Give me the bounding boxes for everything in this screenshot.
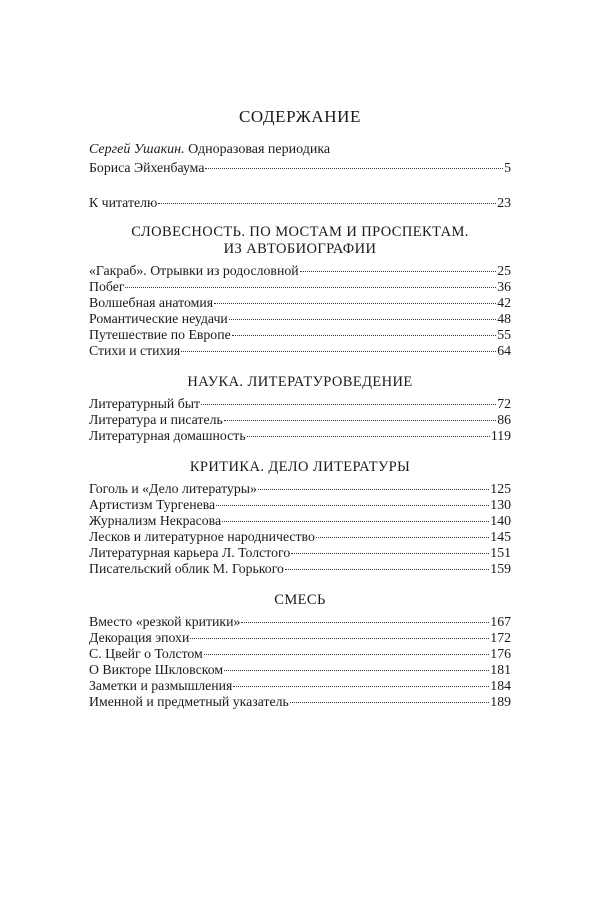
toc-entry[interactable] — [89, 662, 511, 678]
section-heading-smes — [89, 592, 511, 609]
page-title: СОДЕРЖАНИЕ — [238, 107, 362, 126]
entry-label: Литературная домашность — [89, 428, 246, 443]
dot-leader — [258, 489, 489, 490]
toc-entry[interactable] — [89, 428, 511, 444]
dot-leader — [300, 271, 497, 272]
entry-label: О Викторе Шкловском — [89, 662, 224, 677]
entry-label: Литература и писатель — [89, 412, 223, 427]
page-number: 145 — [490, 529, 511, 544]
entry-label: Стихи и стихия — [89, 343, 181, 358]
toc-entry[interactable] — [89, 263, 511, 279]
dot-leader — [291, 553, 489, 554]
intro-author: Сергей Ушакин. — [89, 142, 185, 157]
dot-leader — [233, 686, 489, 687]
dot-leader — [285, 569, 489, 570]
page-number: 86 — [497, 412, 511, 427]
intro-line-2 — [89, 159, 511, 177]
toc-entry[interactable] — [89, 295, 511, 311]
entry-label: Волшебная анатомия — [89, 295, 214, 310]
page-number: 140 — [490, 513, 511, 528]
section-heading-line: СМЕСЬ — [274, 592, 326, 608]
dot-leader — [205, 168, 503, 169]
entry-label: Литературная карьера Л. Толстого — [89, 545, 291, 560]
section-heading-line: НАУКА. ЛИТЕРАТУРОВЕДЕНИЕ — [187, 374, 413, 390]
entry-label: Вместо «резкой критики» — [89, 614, 241, 629]
preface-block — [89, 195, 511, 211]
entry-label: «Гакраб». Отрывки из родословной — [89, 263, 299, 278]
page-number: 130 — [490, 497, 511, 512]
toc-entry[interactable] — [89, 279, 511, 295]
toc-entry[interactable] — [89, 396, 511, 412]
intro-line-1 — [89, 141, 511, 159]
page-number: 189 — [490, 694, 511, 709]
dot-leader — [232, 335, 496, 336]
section-heading-line: СЛОВЕСНОСТЬ. ПО МОСТАМ И ПРОСПЕКТАМ. — [131, 224, 469, 240]
page-number: 176 — [490, 646, 511, 661]
entry-label: Писательский облик М. Горького — [89, 561, 284, 576]
dot-leader — [241, 622, 489, 623]
toc-entry[interactable] — [89, 481, 511, 497]
entry-label: Гоголь и «Дело литературы» — [89, 481, 257, 496]
entry-label: Лесков и литературное народничество — [89, 529, 315, 544]
dot-leader — [316, 537, 489, 538]
page-number: 119 — [490, 428, 511, 443]
entry-label: Побег — [89, 279, 125, 294]
toc-entry[interactable] — [89, 646, 511, 662]
dot-leader — [229, 319, 496, 320]
intro-entry — [89, 141, 511, 177]
toc-entry[interactable] — [89, 630, 511, 646]
page-number: 151 — [490, 545, 511, 560]
dot-leader — [290, 702, 489, 703]
toc-entry[interactable] — [89, 412, 511, 428]
section-entries-nauka — [89, 396, 511, 444]
entry-label: Литературный быт — [89, 396, 201, 411]
dot-leader — [247, 436, 490, 437]
dot-leader — [201, 404, 496, 405]
intro-title-line-2: Бориса Эйхенбаума — [89, 160, 205, 175]
entry-label: Артистизм Тургенева — [89, 497, 216, 512]
toc-entry[interactable] — [89, 311, 511, 327]
dot-leader — [204, 654, 490, 655]
section-entries-slovesnost — [89, 263, 511, 359]
page-number: 172 — [490, 630, 511, 645]
intro-title-line-1: Одноразовая периодика — [188, 142, 331, 157]
entry-label: Именной и предметный указатель — [89, 694, 289, 709]
section-heading-line: КРИТИКА. ДЕЛО ЛИТЕРАТУРЫ — [189, 459, 411, 475]
page-number: 48 — [497, 311, 511, 326]
page-number: 181 — [490, 662, 511, 677]
section-heading-line: ИЗ АВТОБИОГРАФИИ — [223, 241, 377, 257]
toc-entry[interactable] — [89, 561, 511, 577]
toc-entry[interactable] — [89, 614, 511, 630]
toc-entry[interactable] — [89, 343, 511, 359]
toc-entry[interactable] — [89, 513, 511, 529]
section-heading-slovesnost — [89, 224, 511, 258]
page-number: 184 — [490, 678, 511, 693]
dot-leader — [125, 287, 496, 288]
dot-leader — [214, 303, 496, 304]
toc-entry-preface[interactable] — [89, 195, 511, 211]
toc-entry[interactable] — [89, 694, 511, 710]
page-number: 72 — [497, 396, 511, 411]
dot-leader — [158, 203, 496, 204]
toc-entry[interactable] — [89, 678, 511, 694]
entry-label: К читателю — [89, 195, 158, 210]
page-number: 64 — [497, 343, 511, 358]
section-heading-kritika — [89, 459, 511, 476]
page-number: 167 — [490, 614, 511, 629]
toc-entry[interactable] — [89, 545, 511, 561]
dot-leader — [216, 505, 489, 506]
entry-label: Путешествие по Европе — [89, 327, 231, 342]
toc-entry[interactable] — [89, 327, 511, 343]
dot-leader — [190, 638, 489, 639]
page-number: 25 — [497, 263, 511, 278]
page-number: 42 — [497, 295, 511, 310]
page-number: 23 — [497, 195, 511, 210]
page-number: 125 — [490, 481, 511, 496]
entry-label: С. Цвейг о Толстом — [89, 646, 203, 661]
dot-leader — [181, 351, 496, 352]
page-number: 55 — [497, 327, 511, 342]
toc-entry[interactable] — [89, 529, 511, 545]
entry-label: Романтические неудачи — [89, 311, 228, 326]
dot-leader — [224, 420, 496, 421]
dot-leader — [222, 521, 489, 522]
section-entries-smes — [89, 614, 511, 710]
dot-leader — [224, 670, 489, 671]
section-heading-nauka — [89, 374, 511, 391]
entry-label: Заметки и размышления — [89, 678, 233, 693]
page-number: 159 — [490, 561, 511, 576]
entry-label: Журнализм Некрасова — [89, 513, 222, 528]
entry-label: Декорация эпохи — [89, 630, 190, 645]
toc-entry[interactable] — [89, 497, 511, 513]
page-number: 5 — [504, 160, 511, 175]
section-entries-kritika — [89, 481, 511, 577]
page-number: 36 — [497, 279, 511, 294]
